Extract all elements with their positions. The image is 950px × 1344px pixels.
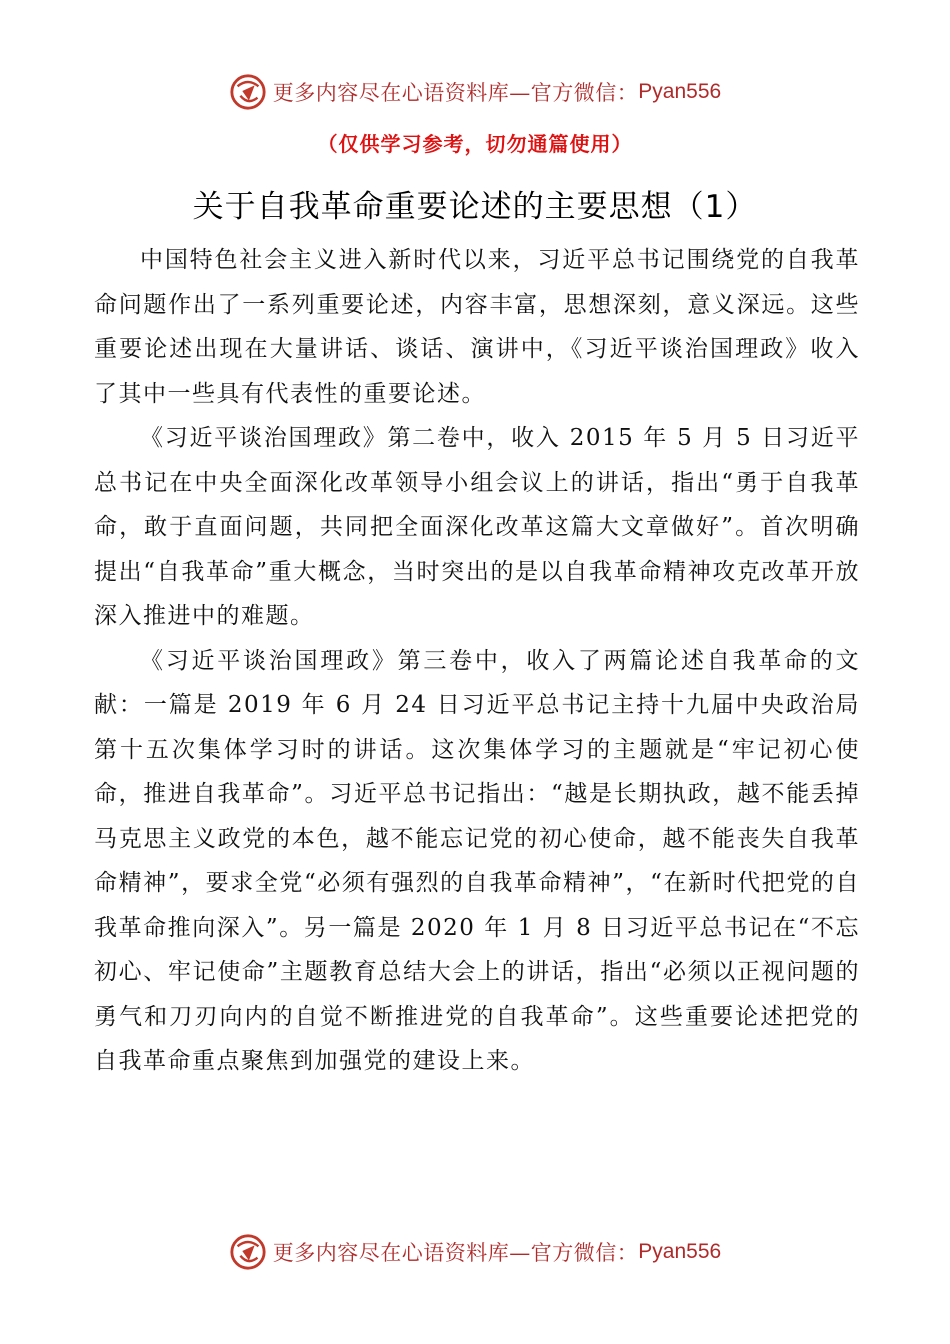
paragraph: 中国特色社会主义进入新时代以来，习近平总书记围绕党的自我革命问题作出了一系列重要论述，内容丰富，思想深刻，意义深远。这些重要论述出现在大量讲话、谈话、演讲中，《习近平谈治国理政》收入了其中一些具有代表性的重要论述。 xyxy=(94,247,860,407)
document-body xyxy=(94,238,860,1084)
usage-notice: （仅供学习参考，切勿通篇使用） xyxy=(317,132,633,156)
brand-logo-icon xyxy=(229,73,267,111)
footer-brand-text: 更多内容尽在心语资料库—官方微信： xyxy=(272,1241,639,1265)
header-brand-text: 更多内容尽在心语资料库—官方微信： xyxy=(272,81,639,105)
footer-wechat-id: Pyan556 xyxy=(638,1240,722,1263)
header-wechat-id: Pyan556 xyxy=(638,80,722,103)
footer-watermark xyxy=(0,1232,950,1272)
header-watermark xyxy=(0,72,950,112)
document-title: 关于自我革命重要论述的主要思想（1） xyxy=(192,189,758,225)
paragraph: 《习近平谈治国理政》第二卷中，收入 2015 年 5 月 5 日习近平总书记在中央全面深化改革领导小组会议上的讲话，指出“勇于自我革命，敢于直面问题，共同把全面深化改革这篇大文章做好”。首次明确提出“自我革命”重大概念，当时突出的是以自我革命精神攻克改革开放深入推进中的难题。 xyxy=(94,425,860,629)
brand-logo-icon xyxy=(229,1233,267,1271)
paragraph: 《习近平谈治国理政》第三卷中，收入了两篇论述自我革命的文献：一篇是 2019 年 6 月 24 日习近平总书记主持十九届中央政治局第十五次集体学习时的讲话。这次集体学习的主题就是“牢记初心使命，推进自我革命”。习近平总书记指出：“越是长期执政，越不能丢掉马克思主义政党的本色，越不能忘记党的初心使命，越不能丧失自我革命精神”，要求全党“必须有强烈的自我革命精神”，“在新时代把党的自我革命推向深入”。另一篇是 2020 年 1 月 8 日习近平总书记在“不忘初心、牢记使命”主题教育总结大会上的讲话，指出“必须以正视问题的勇气和刀刃向内的自觉不断推进党的自我革命”。这些重要论述把党的自我革命重点聚焦到加强党的建设上来。 xyxy=(94,647,860,1074)
